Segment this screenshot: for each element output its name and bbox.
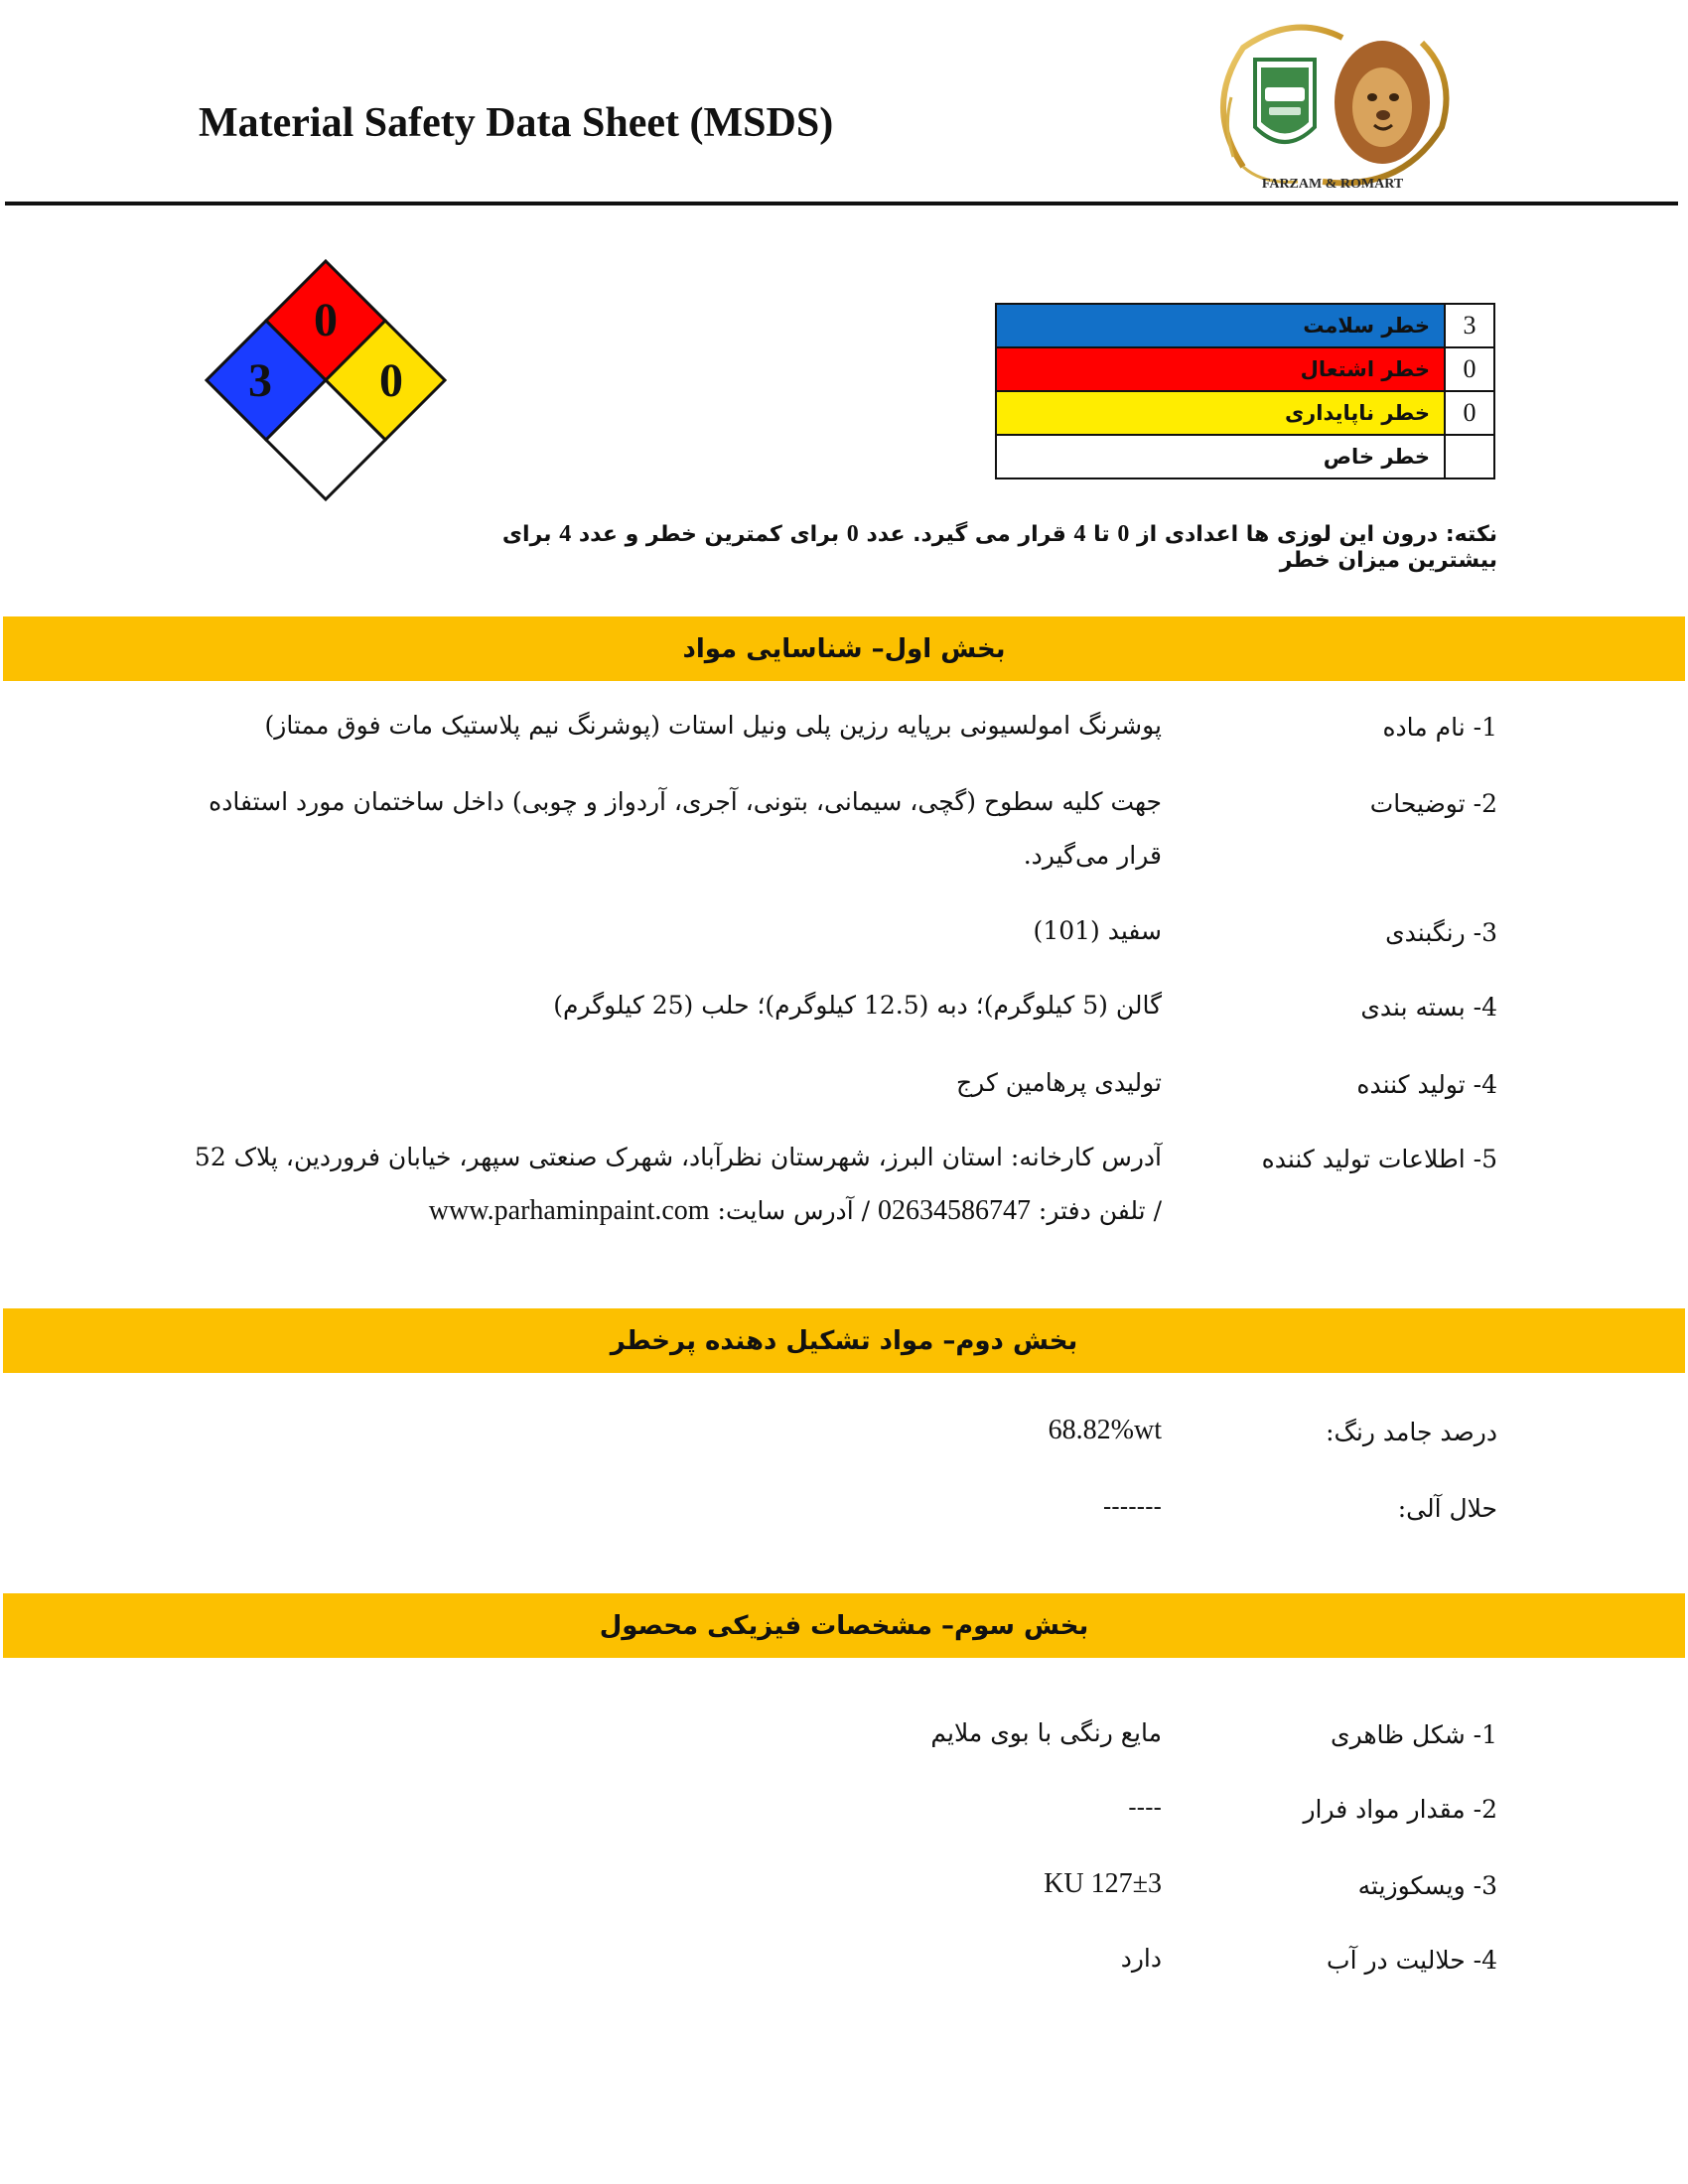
note-number: 0 [1117, 521, 1130, 547]
note-number: 4 [559, 521, 572, 547]
hazard-table [995, 303, 1495, 479]
field-label-organic-solvent: حلال آلی: [1397, 1494, 1497, 1523]
hazard-label: خطر سلامت [996, 304, 1445, 347]
field-value-solid-content [194, 1404, 1162, 1457]
field-value-manufacturer: تولیدی پرهامین کرج [956, 1068, 1162, 1097]
hazard-label: خطر ناپایداری [996, 391, 1445, 435]
field-value-appearance: مایع رنگی با بوی ملایم [930, 1718, 1162, 1747]
nfpa-reactivity-value: 0 [379, 354, 403, 407]
field-label-appearance: 1- شکل ظاهری [1331, 1720, 1497, 1749]
note-text: تا [1093, 522, 1110, 547]
field-label-packaging: 4- بسته بندی [1360, 993, 1497, 1022]
field-label-solid-content: درصد جامد رنگ: [1326, 1418, 1497, 1446]
hazard-value [1445, 435, 1494, 478]
hazard-row-special [996, 435, 1494, 478]
field-value-water-solubility: دارد [1120, 1944, 1162, 1973]
logo-caption: FARZAM & ROMART [1261, 177, 1404, 192]
field-value-volatile-content: ---- [1128, 1793, 1162, 1822]
field-value-manufacturer-info [194, 1131, 1162, 1238]
field-label-color: 3- رنگبندی [1385, 918, 1497, 947]
field-label-manufacturer-info: 5- اطلاعات تولید کننده [1261, 1145, 1497, 1173]
field-value-material-name: پوشرنگ امولسیونی برپایه رزین پلی ونیل استات (پوشرنگ نیم پلاستیک مات فوق ممتاز) [264, 711, 1162, 740]
section-1-header: بخش اول– شناسایی مواد [3, 616, 1685, 681]
note-text: برای کمترین خطر و عدد [578, 522, 840, 547]
hazard-row-fire [996, 347, 1494, 391]
office-phone: 02634586747 [877, 1195, 1031, 1226]
website-link[interactable]: www.parhaminpaint.com [428, 1195, 710, 1226]
field-value-organic-solvent: ------- [1102, 1492, 1162, 1521]
field-label-water-solubility: 4- حلالیت در آب [1327, 1946, 1497, 1975]
solid-content-value: 68.82%wt [1048, 1415, 1162, 1445]
section-2-header: بخش دوم– مواد تشکیل دهنده پرخطر [3, 1308, 1685, 1373]
note-text: نکته: درون این لوزی ها اعدادی از [1136, 522, 1497, 547]
company-logo [1203, 18, 1462, 197]
field-label-manufacturer: 4- تولید کننده [1356, 1070, 1497, 1099]
phone-prefix: / تلفن دفتر: [1038, 1196, 1162, 1225]
field-label-volatile-content: 2- مقدار مواد فرار [1303, 1795, 1497, 1824]
field-label-viscosity: 3- ویسکوزیته [1357, 1871, 1497, 1900]
field-label-description: 2- توضیحات [1369, 789, 1497, 818]
field-value-description: جهت کلیه سطوح (گچی، سیمانی، بتونی، آجری، آردواز و چوبی) داخل ساختمان مورد استفاده قرار می‌گیرد. [209, 787, 1162, 870]
note-text: برای بیشترین میزان خطر [501, 522, 1497, 573]
field-label-material-name: 1- نام ماده [1382, 713, 1497, 742]
hazard-row-reactivity [996, 391, 1494, 435]
note-text: قرار می گیرد. عدد [866, 522, 1066, 547]
nfpa-diamond [197, 256, 455, 514]
field-value-color: سفید (101) [1033, 916, 1162, 945]
hazard-value: 3 [1445, 304, 1494, 347]
hazard-label: خطر اشتعال [996, 347, 1445, 391]
hazard-value: 0 [1445, 347, 1494, 391]
nfpa-fire-value: 0 [314, 294, 338, 346]
viscosity-value: 127±3 KU [1044, 1868, 1162, 1899]
section-3-header: بخش سوم– مشخصات فیزیکی محصول [3, 1593, 1685, 1658]
note-number: 0 [846, 521, 859, 547]
factory-address: آدرس کارخانه: استان البرز، شهرستان نظرآباد، شهرک صنعتی سپهر، خیابان فروردین، پلاک 52 [194, 1143, 1162, 1171]
hazard-row-health [996, 304, 1494, 347]
field-value-packaging: گالن (5 کیلوگرم)؛ دبه (12.5 کیلوگرم)؛ حلب (25 کیلوگرم) [553, 991, 1162, 1020]
site-prefix: / آدرس سایت: [717, 1196, 871, 1225]
nfpa-health-value: 3 [248, 354, 272, 407]
hazard-note [417, 521, 1497, 573]
note-number: 4 [1073, 521, 1086, 547]
hazard-label: خطر خاص [996, 435, 1445, 478]
hazard-value: 0 [1445, 391, 1494, 435]
field-value-viscosity [194, 1857, 1162, 1911]
document-title: Material Safety Data Sheet (MSDS) [199, 100, 834, 146]
header-divider [5, 202, 1678, 205]
